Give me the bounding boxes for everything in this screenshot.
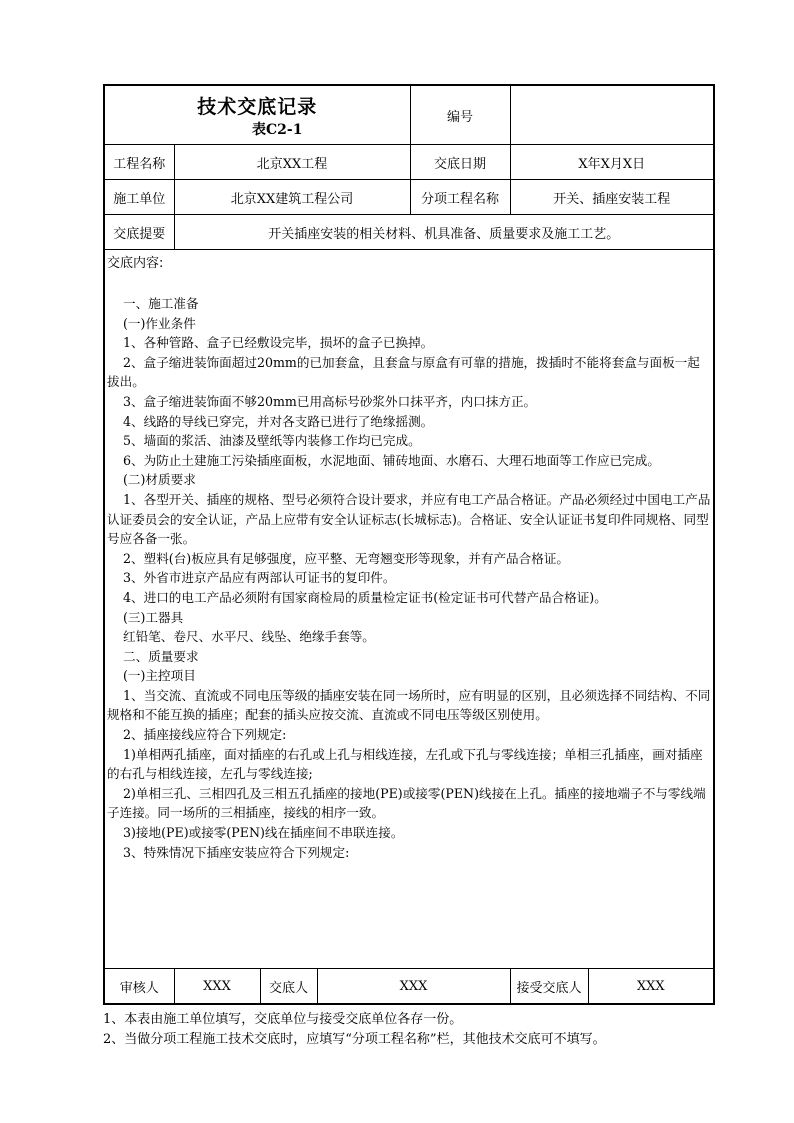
subproject-value: 开关、插座安装工程 <box>510 180 714 215</box>
content-line: (三)工器具 <box>123 609 184 625</box>
content-line: 1、各型开关、插座的规格、型号必须符合设计要求，并应有电工产品合格证。产品必须经过中国电工产品认证委员会的安全认证，产品上应带有安全认证标志(长城标志)。合格证、安全认证证书复印件同规格、同型号应各备一张。 <box>107 491 711 547</box>
content-line: 3、盒子缩进装饰面不够20mm已用高标号砂浆外口抹平齐，内口抹方正。 <box>123 393 537 409</box>
reviewer-label: 审核人 <box>104 969 174 1005</box>
serial-label: 编号 <box>410 85 510 145</box>
content-line: 6、为防止土建施工污染插座面板，水泥地面、铺砖地面、水磨石、大理石地面等工作应已完成。 <box>123 452 660 468</box>
content-line: 4、线路的导线已穿完，并对各支路已进行了绝缘摇测。 <box>123 413 434 429</box>
content-line: 1、当交流、直流或不同电压等级的插座安装在同一场所时，应有明显的区别，且必须选择不同结构、不同规格和不能互换的插座；配套的插头应按交流、直流或不同电压等级区别使用。 <box>107 687 711 723</box>
form-number: 表C2-1 <box>252 122 303 138</box>
content-line: 红铅笔、卷尺、水平尺、线坠、绝缘手套等。 <box>123 629 375 645</box>
content-line: 二、质量要求 <box>123 648 199 664</box>
content-line: 1)单相两孔插座，面对插座的右孔或上孔与相线连接，左孔或下孔与零线连接；单相三孔插座，画对插座的右孔与相线连接，左孔与零线连接; <box>107 746 703 782</box>
footnote: 2、当做分项工程施工技术交底时，应填写“分项工程名称”栏，其他技术交底可不填写。 <box>103 1032 606 1047</box>
technical-disclosure-form <box>103 84 713 1005</box>
subproject-label: 分项工程名称 <box>410 180 510 215</box>
content-line: (一)主控项目 <box>123 668 196 684</box>
content-line: 1、各种管路、盒子已经敷设完毕，损坏的盒子已换掉。 <box>123 335 434 351</box>
date-label: 交底日期 <box>410 145 510 180</box>
footnotes <box>103 1010 723 1050</box>
summary-label: 交底提要 <box>104 215 174 250</box>
content-line: 4、进口的电工产品必须附有国家商检局的质量检定证书(检定证书可代替产品合格证)。 <box>123 589 607 605</box>
summary-value: 开关插座安装的相关材料、机具准备、质量要求及施工工艺。 <box>174 215 714 250</box>
serial-value <box>510 85 714 145</box>
form-table <box>103 84 715 1005</box>
content-line: (一)作业条件 <box>123 315 196 331</box>
content-line: 5、墙面的浆活、油漆及壁纸等内装修工作均已完成。 <box>123 433 421 449</box>
content-heading: 交底内容: <box>107 256 164 271</box>
contractor-value: 北京XX建筑工程公司 <box>174 180 410 215</box>
title-cell <box>104 85 410 145</box>
form-title: 技术交底记录 <box>197 96 318 118</box>
content-line: 3)接地(PE)或接零(PEN)线在插座间不串联连接。 <box>123 825 404 841</box>
content-line: 3、外省市进京产品应有两部认可证书的复印件。 <box>123 570 396 586</box>
content-line: 2、插座接线应符合下列规定: <box>123 727 287 743</box>
footnote: 1、本表由施工单位填写，交底单位与接受交底单位各存一份。 <box>103 1012 463 1027</box>
reviewer-value: XXX <box>174 969 260 1005</box>
content-line: 一、施工准备 <box>123 296 199 311</box>
content-line: 3、特殊情况下插座安装应符合下列规定: <box>123 844 350 860</box>
receiver-label: 接受交底人 <box>510 969 588 1005</box>
discloser-value: XXX <box>317 969 510 1005</box>
content-line: (二)材质要求 <box>123 472 196 488</box>
content-cell <box>104 250 714 969</box>
project-name-value: 北京XX工程 <box>174 145 410 180</box>
content-line: 2、塑料(台)板应具有足够强度，应平整、无弯翘变形等现象，并有产品合格证。 <box>123 550 570 566</box>
discloser-label: 交底人 <box>260 969 317 1005</box>
content-line: 2)单相三孔、三相四孔及三相五孔插座的接地(PE)或接零(PEN)线接在上孔。插座的接地端子不与零线端子连接。同一场所的三相插座，接线的相序一致。 <box>107 785 706 821</box>
receiver-value: XXX <box>588 969 714 1005</box>
contractor-label: 施工单位 <box>104 180 174 215</box>
date-value: X年X月X日 <box>510 145 714 180</box>
content-line: 2、盒子缩进装饰面超过20mm的已加套盒，且套盒与原盒有可靠的措施，拨插时不能将套盒与面板一起拔出。 <box>107 354 700 390</box>
project-name-label: 工程名称 <box>104 145 174 180</box>
